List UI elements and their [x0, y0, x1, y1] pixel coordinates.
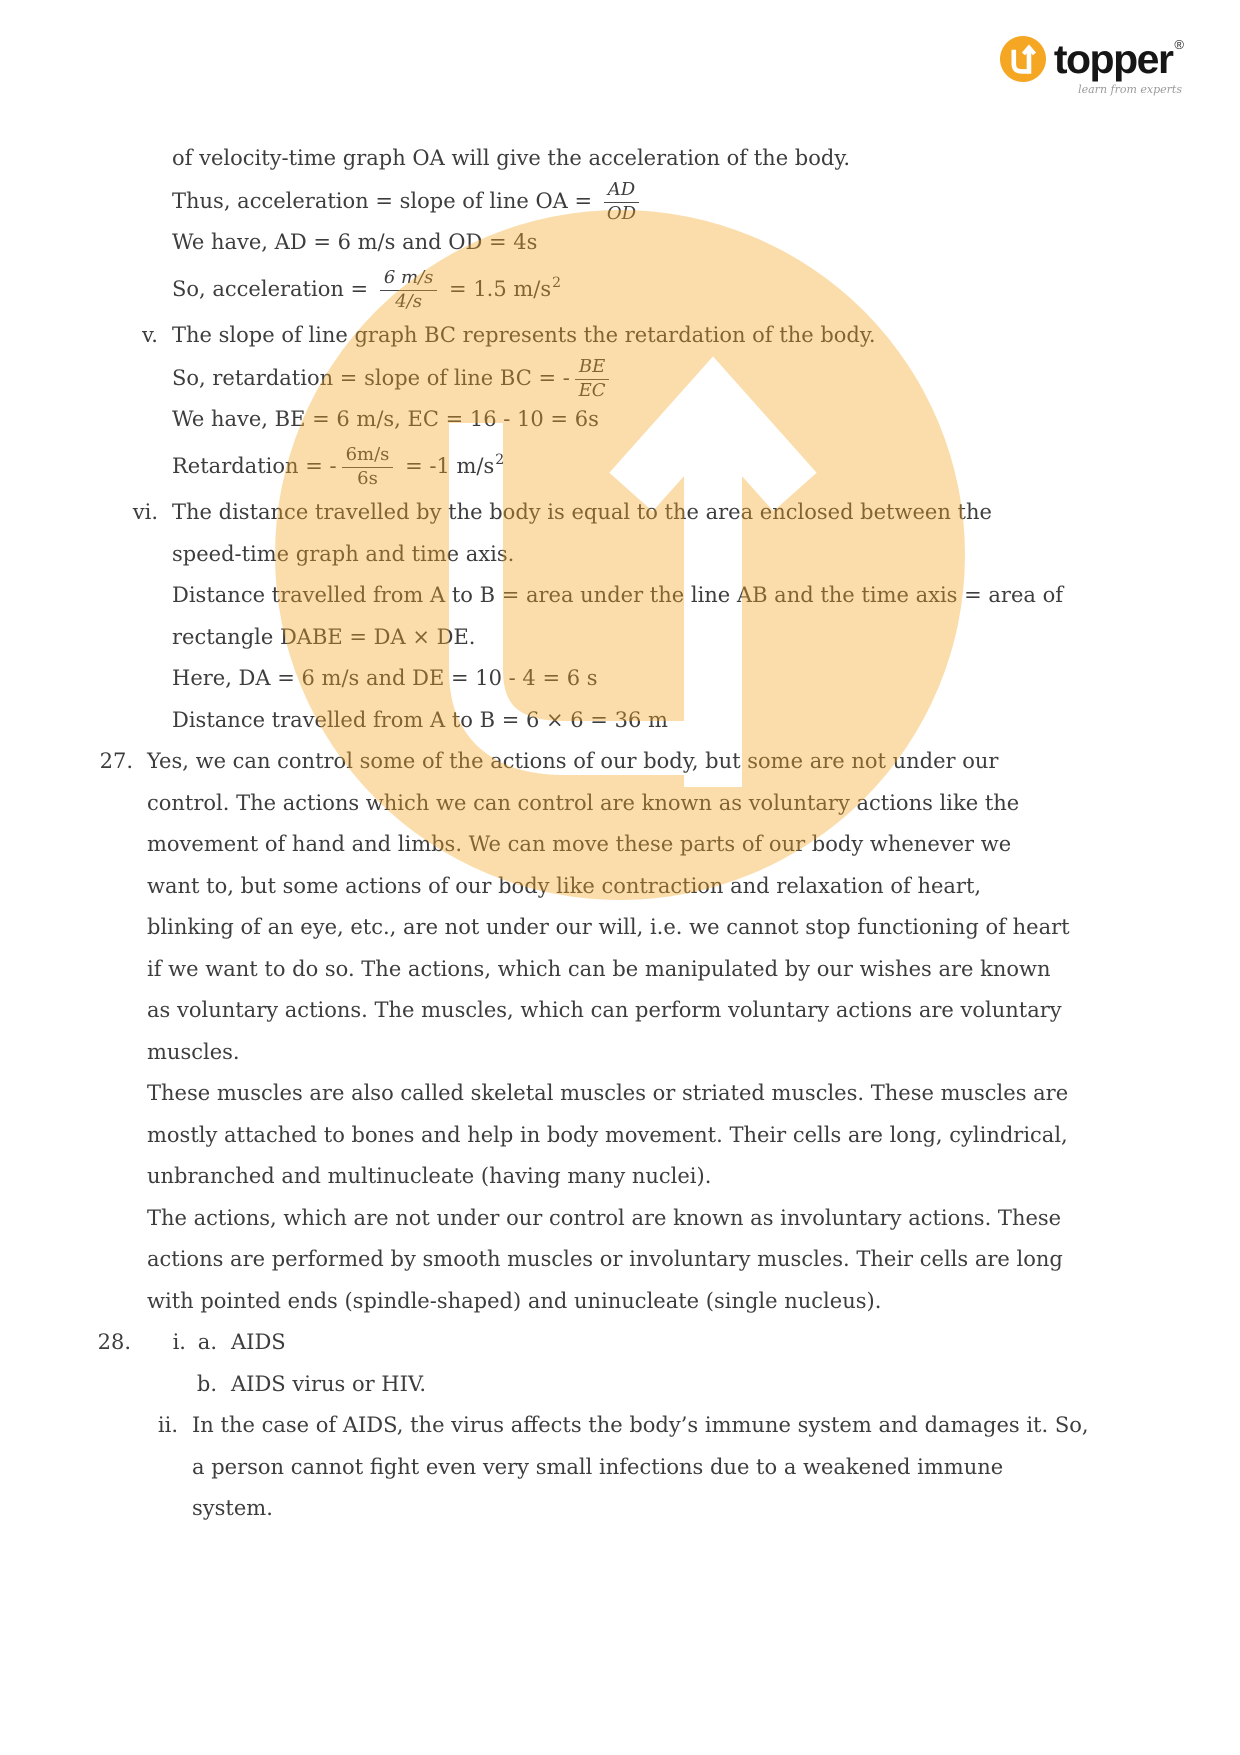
roman-label: i. — [172, 1330, 186, 1354]
paragraph-line — [172, 399, 1240, 441]
numerator: 6m/s — [342, 445, 394, 468]
paragraph-line — [147, 1073, 1240, 1115]
list-label: b. — [196, 1371, 217, 1396]
line-text: speed-time graph and time axis. — [172, 541, 515, 566]
registered-mark-icon: ® — [1174, 37, 1184, 52]
line-text: The actions, which are not under our control are known as involuntary actions. These — [147, 1205, 1062, 1230]
line-text: if we want to do so. The actions, which can be manipulated by our wishes are known — [147, 956, 1051, 981]
line-text: Retardation = - — [172, 454, 337, 478]
paragraph-line — [192, 1447, 1240, 1489]
paragraph-line — [147, 824, 1240, 866]
line-text: The distance travelled by the body is equal to the area enclosed between the — [172, 500, 992, 524]
numerator: AD — [604, 180, 639, 203]
brand-name: topper — [1053, 36, 1173, 82]
paragraph-line — [147, 949, 1240, 991]
line-text: with pointed ends (spindle-shaped) and uninucleate (single nucleus). — [147, 1288, 882, 1313]
fraction — [604, 180, 639, 224]
line-text: Yes, we can control some of the actions of our body, but some are not under our — [147, 749, 999, 773]
list-label: a. — [197, 1330, 217, 1354]
paragraph-line — [192, 1488, 1240, 1530]
question-28-line — [97, 1322, 1240, 1364]
line-text: muscles. — [147, 1039, 240, 1064]
line-text: So, retardation = slope of line BC = - — [172, 365, 570, 390]
denominator: 4/s — [395, 291, 422, 312]
math-line — [172, 180, 1240, 222]
paragraph-line — [147, 1032, 1240, 1074]
line-text: In the case of AIDS, the virus affects the body’s immune system and damages it. So, — [192, 1413, 1089, 1437]
paragraph-line — [147, 990, 1240, 1032]
math-line — [172, 440, 1240, 492]
numerator: BE — [575, 357, 609, 380]
line-text: So, acceleration = — [172, 277, 375, 301]
paragraph-line — [147, 1239, 1240, 1281]
line-text: rectangle DABE = DA × DE. — [172, 624, 476, 649]
math-line — [172, 263, 1240, 315]
line-text: These muscles are also called skeletal muscles or striated muscles. These muscles are — [147, 1081, 1069, 1105]
line-text: = 1.5 m/s — [442, 277, 552, 301]
paragraph-line — [172, 534, 1240, 576]
line-text: of velocity-time graph OA will give the acceleration of the body. — [172, 146, 851, 170]
paragraph-line — [172, 700, 1240, 742]
line-text: want to, but some actions of our body like contraction and relaxation of heart, — [147, 873, 982, 898]
line-text: a person cannot fight even very small infections due to a weakened immune — [192, 1454, 1004, 1479]
line-text: = -1 m/s — [398, 454, 495, 478]
list-item-line — [132, 492, 1240, 534]
paragraph-line — [147, 1198, 1240, 1240]
list-item-line — [141, 315, 1240, 357]
fraction — [342, 445, 394, 489]
paragraph-line — [172, 138, 1240, 180]
paragraph-line — [147, 907, 1240, 949]
line-text: actions are performed by smooth muscles or involuntary muscles. Their cells are long — [147, 1247, 1063, 1271]
denominator: OD — [606, 202, 637, 224]
paragraph-line — [147, 1156, 1240, 1198]
paragraph-line — [172, 222, 1240, 264]
line-text: Distance travelled from A to B = 6 × 6 = 36 m — [172, 707, 668, 732]
paragraph-line — [147, 1115, 1240, 1157]
line-text: Distance travelled from A to B = area under the line AB and the time axis = area of — [172, 583, 1063, 607]
line-text: blinking of an eye, etc., are not under our will, i.e. we cannot stop functioning of heart — [147, 915, 1070, 939]
math-line — [172, 357, 1240, 399]
question-number: 28. — [97, 1330, 131, 1354]
line-text: mostly attached to bones and help in body movement. Their cells are long, cylindrical, — [147, 1122, 1068, 1147]
line-text: Here, DA = 6 m/s and DE = 10 - 4 = 6 s — [172, 666, 598, 690]
brand-wordmark — [1053, 36, 1184, 96]
line-text: We have, BE = 6 m/s, EC = 16 - 10 = 6s — [172, 406, 599, 431]
utopper-logo-icon — [1000, 36, 1046, 82]
superscript: 2 — [552, 275, 562, 291]
paragraph-line — [147, 866, 1240, 908]
line-text: AIDS — [231, 1330, 286, 1354]
line-text: as voluntary actions. The muscles, which can perform voluntary actions are voluntary — [147, 998, 1062, 1022]
brand-logo — [1000, 36, 1184, 96]
list-label: vi. — [132, 500, 158, 524]
paragraph-line — [147, 783, 1240, 825]
paragraph-line — [172, 575, 1240, 617]
question-number: 27. — [99, 749, 133, 773]
line-text: AIDS virus or HIV. — [231, 1371, 427, 1396]
list-label: v. — [141, 323, 158, 347]
roman-label: ii. — [157, 1413, 178, 1437]
paragraph-line — [147, 1281, 1240, 1323]
line-text: movement of hand and limbs. We can move these parts of our body whenever we — [147, 832, 1012, 856]
line-text: control. The actions which we can control are known as voluntary actions like the — [147, 790, 1020, 815]
list-item-line — [196, 1364, 1240, 1406]
list-item-line — [157, 1405, 1240, 1447]
line-text: The slope of line graph BC represents the retardation of the body. — [172, 323, 876, 347]
denominator: 6s — [357, 468, 378, 489]
question-27-line — [99, 741, 1240, 783]
paragraph-line — [172, 617, 1240, 659]
brand-tagline: learn from experts — [1078, 83, 1182, 96]
line-text: unbranched and multinucleate (having many nuclei). — [147, 1164, 712, 1188]
denominator: EC — [578, 379, 606, 401]
line-text: Thus, acceleration = slope of line OA = — [172, 188, 599, 213]
fraction — [380, 268, 438, 312]
fraction — [575, 357, 609, 401]
numerator: 6 m/s — [380, 268, 438, 291]
line-text: system. — [192, 1496, 273, 1520]
line-text: We have, AD = 6 m/s and OD = 4s — [172, 229, 538, 254]
superscript: 2 — [495, 452, 505, 468]
paragraph-line — [172, 658, 1240, 700]
